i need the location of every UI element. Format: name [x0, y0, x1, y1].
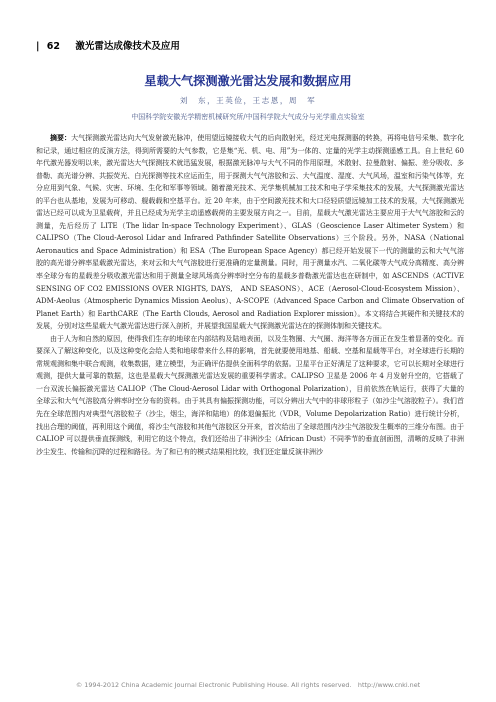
- article-affiliation: 中国科学院安徽光学精密机械研究所/中国科学院大气成分与光学重点实验室: [131, 113, 365, 121]
- book-title: 激光雷达成像技术及应用: [75, 41, 180, 52]
- article-title: 星载大气探测激光雷达发展和数据应用: [144, 74, 352, 88]
- abstract-paragraph: [36, 132, 464, 333]
- running-header: [36, 38, 180, 52]
- abstract-label: 摘要：: [50, 133, 72, 142]
- page-number: 62: [46, 41, 61, 52]
- body-paragraph: 由于人为和自然的原因，使得我们生存的地球在内部结构及陆地表面，以及生物圈、大气圈、海洋等各方面正在发生着显著的变化。而要深入了解这种变化，以及这种变化会给人类和地球带来什么样的影响，首先就要使用地基、船载、空基和星载等平台，对全球进行长期的常规观测和集中联合观测，收集数据，建立模型，为正确评估提供全面科学的依据。卫星平台正好满足了这种要求，它可以长期对全球进行观测，提供大量可靠的数据，这也是星载大气探测激光雷达发展的重要科学需求。CALIPSO 卫星是 2006 年 4 月发射升空的，它搭载了一台双波长偏振激光雷达 CALIOP（The Cloud-Aerosol Lidar with Orthogonal Polarization），目前依然在轨运行，获得了大量的全球云和大气气溶胶高分辨率时空分布的资料。由于其具有偏振探测功能，可以分辨出大气中的非球形粒子（如沙尘气溶胶粒子）。我们首先在全球范围内对典型气溶胶粒子（沙尘，烟尘，海洋和陆地）的体退偏振比（VDR，Volume Depolarization Ratio）进行统计分析，找出合理的阈值，再利用这个阈值，将沙尘气溶胶和其他气溶胶区分开来，首次给出了全球范围内沙尘气溶胶发生概率的三维分布图。由于 CALIOP 可以提供垂直探测线，利用它的这个特点，我们还给出了非洲沙尘（African Dust）不同季节的垂直剖面图，清晰的反映了非洲沙尘发生、传输和沉降的过程和路径。为了和已有的模式结果相比较，我们还定量反演非洲沙: [36, 334, 464, 456]
- article-body: [36, 132, 464, 458]
- copyright-footer: © 1994-2012 China Academic Journal Electronic Publishing House. All rights reserved. http://www.cnki.net: [75, 681, 421, 689]
- article-authors: 刘 东，王英俭，王志恩，周 军: [179, 96, 317, 105]
- abstract-text: 大气探测激光雷达向大气发射激光脉冲，使用望远镜接收大气的后向散射光，经过光电探测器的转换，再将电信号采集、数字化和记录，通过相应的反演方法，得到所需要的大气参数，它是集“光、机、电、用”为一体的、定量的光学主动探测遥感工具。自上世纪 60 年代激光器发明以来，激光雷达大气探测技术就迅猛发展，根据激光脉冲与大气不同的作用原理，米散射、拉曼散射、偏振、差分吸收、多普勒、高光谱分辨、共振荧光、白光探测等技术应运而生，用于探测大气气溶胶和云、大气温度、湿度、大气风场，温室和污染气体等，充分应用到气象、气候、灾害、环境、生化和军事等领域。随着激光技术、光学集机械加工技术和电子学采集技术的发展，大气探测激光雷达的平台也从基地，发展为可移动、舰载载和空基平台。近 20 年来，由于空间激光技术和大口径轻质望远镜加工技术的发展，大气探测激光雷达已经可以成为卫星载荷，并且已经成为光学主动遥感载荷的主要发展方向之一。目前，星载大气激光雷达主要应用于大气气溶胶和云的测量，先后经历了 LITE（The lidar In-space Technology Experiment）、GLAS（Geoscience Laser Altimeter System）和 CALIPSO（The Cloud-Aerosol Lidar and Infrared Pathfinder Satellite Observations）三个阶段。另外，NASA（National Aeronautics and Space Administration）和 ESA（The European Space Agency）都已经开始发展下一代的测量的云和大气气溶胶的高光谱分辨率星载激光雷达，来对云和大气气溶胶进行更准确的定量测量。同时，用于测量水汽、二氧化碳等大气成分高精度、高分辨率全球分布的星载差分吸收激光雷达和用于测量全球风场高分辨率时空分布的星载多普勒激光雷达也在研制中，如 ASCENDS（ACTIVE SENSING OF CO2 EMISSIONS OVER NIGHTS, DAYS, AND SEASONS）、ACE（Aerosol-Cloud-Ecosystem Mission）、ADM-Aeolus（Atmospheric Dynamics Mission Aeolus）、A-SCOPE（Advanced Space Carbon and Climate Observation of Planet Earth）和 EarthCARE（The Earth Clouds, Aerosol and Radiation Explorer mission）。本文将结合其硬件和关键技术的发展，分别对这些星载大气激光雷达进行深入剖析，并展望我国星载大气探测激光雷达在的探测体制和关键技术。: [36, 134, 465, 331]
- header-separator: |: [36, 41, 40, 52]
